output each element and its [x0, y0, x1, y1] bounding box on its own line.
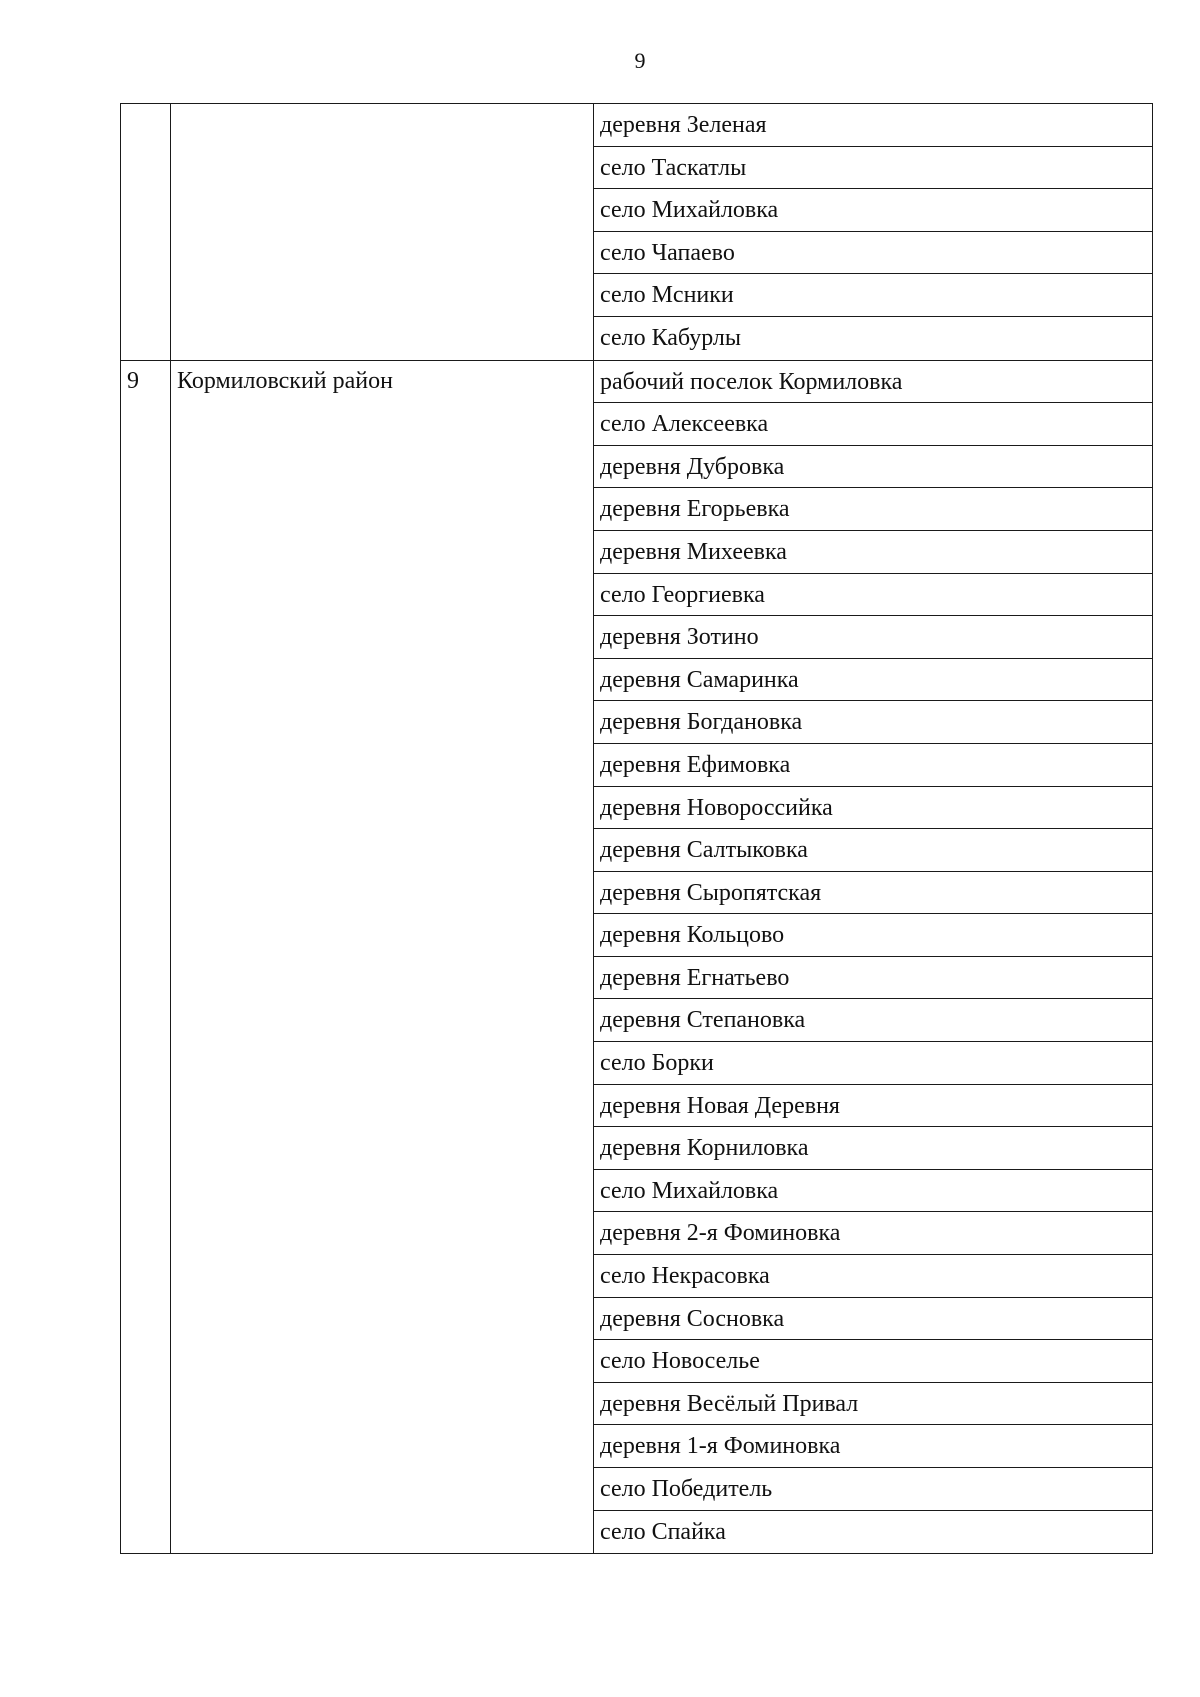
- settlement-item: деревня Егорьевка: [594, 488, 1152, 531]
- settlement-list: [594, 104, 1152, 360]
- settlement-item: деревня Егнатьево: [594, 957, 1152, 1000]
- number-cell: [121, 360, 171, 1554]
- settlement-item: село Георгиевка: [594, 574, 1152, 617]
- settlements-cell: [594, 360, 1153, 1554]
- settlement-item: деревня Корниловка: [594, 1127, 1152, 1170]
- page-number: 9: [634, 48, 646, 73]
- settlement-item: село Борки: [594, 1042, 1152, 1085]
- settlement-item: село Победитель: [594, 1468, 1152, 1511]
- district-cell: [171, 360, 594, 1554]
- settlement-item: деревня 1-я Фоминовка: [594, 1425, 1152, 1468]
- settlement-item: деревня Богдановка: [594, 701, 1152, 744]
- settlement-item: деревня 2-я Фоминовка: [594, 1212, 1152, 1255]
- settlement-item: деревня Ефимовка: [594, 744, 1152, 787]
- table-row-continuation: [121, 104, 1153, 361]
- settlement-list: [594, 361, 1152, 1554]
- settlements-cell: [594, 104, 1153, 361]
- settlement-item: деревня Сыропятская: [594, 872, 1152, 915]
- number-cell-empty: [121, 104, 171, 361]
- settlement-item: село Алексеевка: [594, 403, 1152, 446]
- settlement-item: деревня Дубровка: [594, 446, 1152, 489]
- settlement-item: деревня Салтыковка: [594, 829, 1152, 872]
- settlement-item: село Чапаево: [594, 232, 1152, 275]
- settlement-item: село Мсники: [594, 274, 1152, 317]
- settlement-item: деревня Михеевка: [594, 531, 1152, 574]
- settlement-item: село Михайловка: [594, 1170, 1152, 1213]
- settlement-item: деревня Зеленая: [594, 104, 1152, 147]
- settlement-item: деревня Сосновка: [594, 1298, 1152, 1341]
- settlement-item: село Спайка: [600, 1518, 726, 1545]
- settlement-item: деревня Новая Деревня: [594, 1085, 1152, 1128]
- settlement-item: село Некрасовка: [594, 1255, 1152, 1298]
- settlement-item: село Кабурлы: [600, 324, 741, 351]
- settlement-item: деревня Зотино: [594, 616, 1152, 659]
- settlement-item: село Михайловка: [594, 189, 1152, 232]
- district-cell-empty: [171, 104, 594, 361]
- settlement-item: деревня Кольцово: [594, 914, 1152, 957]
- row-number: 9: [127, 367, 139, 394]
- settlement-item: рабочий поселок Кормиловка: [594, 361, 1152, 404]
- settlement-item: село Новоселье: [594, 1340, 1152, 1383]
- district-name: Кормиловский район: [177, 367, 393, 394]
- settlement-item: деревня Новороссийка: [594, 787, 1152, 830]
- settlement-item: деревня Весёлый Привал: [594, 1383, 1152, 1426]
- settlement-item: деревня Самаринка: [594, 659, 1152, 702]
- settlements-table: [120, 103, 1153, 1554]
- settlement-item: деревня Степановка: [594, 999, 1152, 1042]
- settlement-item: село Таскатлы: [594, 147, 1152, 190]
- table-row-district: [121, 360, 1153, 1554]
